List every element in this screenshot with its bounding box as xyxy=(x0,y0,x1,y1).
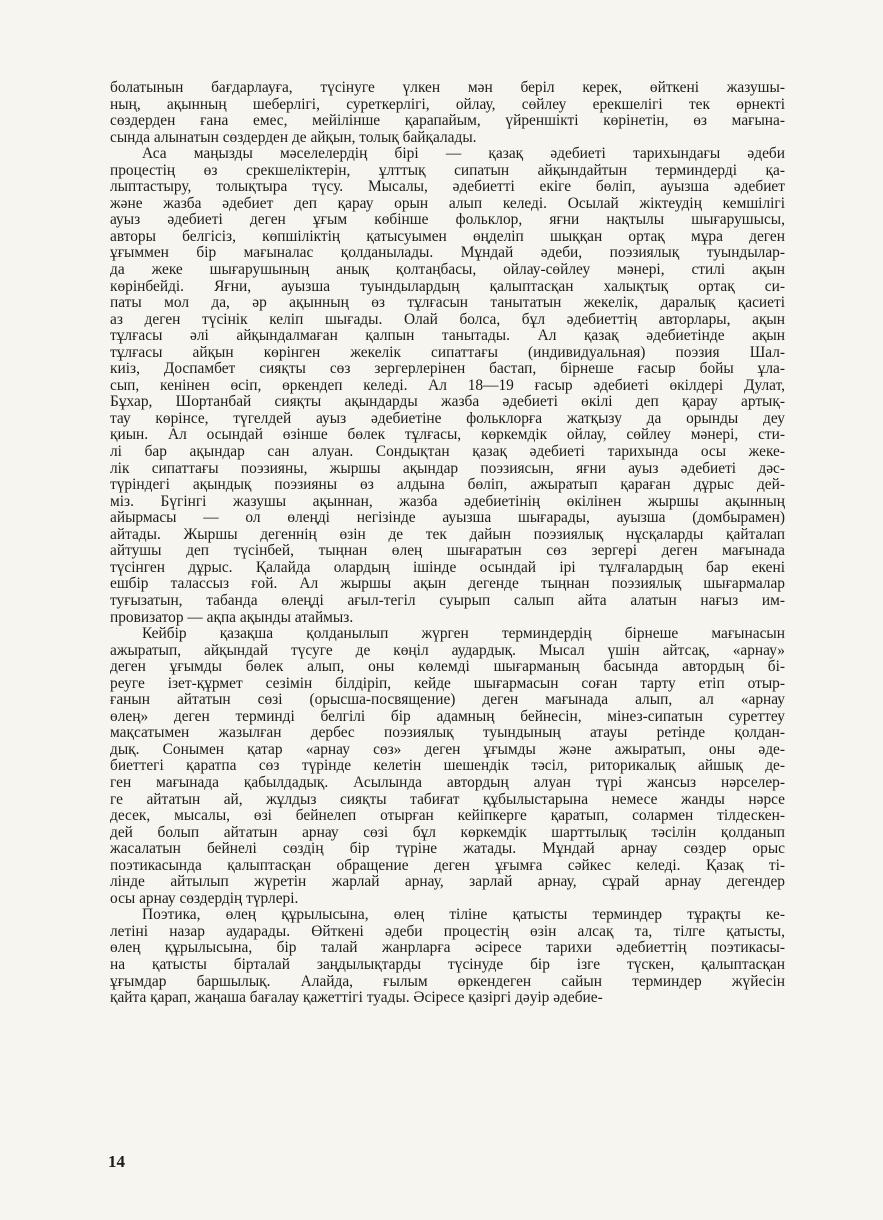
text-line: мақсатымен жазылған дербес поэзиялық туындының атауы ретінде қолдан- xyxy=(110,725,785,742)
text-line: тұлғасы айқын көрінген жекелік сипаттағы (индивидуальная) поэзия Шал- xyxy=(110,344,785,361)
text-line: сып, кенінен өсіп, өркендеп келеді. Ал 18—19 ғасыр әдебиеті өкілдері Дулат, xyxy=(110,377,785,394)
text-line: провизатор — ақпа ақынды атаймыз. xyxy=(110,609,354,626)
text-line: ның, ақынның шеберлігі, суреткерлігі, ойлау, сөйлеу ерекшелігі тек өрнекті xyxy=(110,96,785,113)
text-line: айырмасы — ол өлеңді негізінде ауызша шығарады, ауызша (домбырамен) xyxy=(110,510,785,527)
text-line: өлең» деген терминді белгілі бір адамның бейнесін, мінез-сипатын суреттеу xyxy=(110,708,785,725)
text-line: летіні назар аударады. Өйткені әдеби процестің өзін алсақ та, тілге қатысты, xyxy=(110,923,785,940)
text-line: деген ұғымды бөлек алып, оны көлемді шығарманың басында автордың бі- xyxy=(110,659,785,676)
text-line: лінде айтылып жүретін жарлай арнау, зарлай арнау, сұрай арнау дегендер xyxy=(110,874,785,891)
text-line: айтушы деп түсінбей, тыңнан өлең шығаратын сөз зергері деген мағынада xyxy=(110,543,785,560)
text-line: процестің өз срекшеліктерін, ұлттық сипатын айқындайтын терминдерді қа- xyxy=(110,162,785,179)
text-line: ұғыммен бір мағыналас қолданылады. Мұндай әдеби, поэзиялық туындылар- xyxy=(110,245,785,262)
paragraph xyxy=(110,907,785,1006)
text-line: түріндегі ақындық поэзияны өз алдына бөліп, ажыратып қараған дұрыс дей- xyxy=(110,477,785,494)
text-line: түсінген дұрыс. Қалайда олардың ішінде осындай ірі тұлғалардың бар екені xyxy=(110,559,785,576)
text-line: на қатысты бірталай заңдылықтарды түсінуде бір ізге түскен, қалыптасқан xyxy=(110,956,785,973)
text-line: да жеке шығарушының анық қолтаңбасы, ойлау-сөйлеу мәнері, стилі ақын xyxy=(110,262,785,279)
text-line: айтады. Жыршы дегеннің өзін де тек дайын поэзиялық нұсқаларды қайталап xyxy=(110,526,785,543)
text-line: реуге ізет-құрмет сезімін білдіріп, кейде шығармасын соған тарту етіп отыр- xyxy=(110,675,785,692)
text-line: дық. Сонымен қатар «арнау сөз» деген ұғымды және ажыратып, оны әде- xyxy=(110,741,785,758)
text-line: поэтикасында қалыптасқан обращение деген ұғымға сәйкес келеді. Қазақ ті- xyxy=(110,857,785,874)
text-line: өлең құрылысына, бір талай жанрларға әсіресе тарихи әдебиеттің поэтикасы- xyxy=(110,940,785,957)
text-line: паты мол да, әр ақынның өз тұлғасын танытатын жекелік, даралық қасиеті xyxy=(110,295,785,312)
text-line: тұлғасы әлі айқындалмаған қалпын танытады. Ал қазақ әдебиетінде ақын xyxy=(110,328,785,345)
text-line: сында алынатын сөздерден де айқын, толық байқалады. xyxy=(110,129,477,146)
text-line: ғанын айтатын сөзі (орысша-посвящение) деген мағынада алып, ал «арнау xyxy=(110,692,785,709)
text-line: лі бар ақындар сан алуан. Сондықтан қазақ әдебиеті тарихында осы жеке- xyxy=(110,444,785,461)
text-line: биеттегі қаратпа сөз түрінде келетін шешендік тәсіл, риторикалық айшық де- xyxy=(110,758,785,775)
text-line: болатынын бағдарлауға, түсінуге үлкен мән беріл керек, өйткені жазушы- xyxy=(110,80,785,96)
text-line: Аса маңызды мәселелердің бірі — қазақ әдебиеті тарихындағы әдеби xyxy=(142,146,785,163)
text-line: дей болып айтатын арнау сөзі бұл көркемдік шарттылық тәсілін қолданып xyxy=(110,824,785,841)
text-line: ауыз әдебиеті деген ұғым көбінше фольклор, яғни нақтылы шығарушысы, xyxy=(110,212,785,229)
text-line: туғызатын, табанда өлеңді ағыл-тегіл суырып салып айта алатын нағыз им- xyxy=(110,592,785,609)
text-line: киіз, Доспамбет сияқты сөз зергерлерінен бастап, бірнеше ғасыр бойы ұла- xyxy=(110,361,785,378)
text-line: қиын. Ал осындай өзінше бөлек тұлғасы, көркемдік ойлау, сөйлеу мәнері, сти- xyxy=(110,427,785,444)
text-line: лыптастыру, толықтыра түсу. Мысалы, әдебиетті екіге бөліп, ауызша әдебиет xyxy=(110,179,785,196)
text-line: тау көрінсе, түгелдей ауыз әдебиетіне фольклорға жатқызу да орынды деу xyxy=(110,410,785,427)
text-line: ешбір талассыз ғой. Ал жыршы ақын дегенде тыңнан поэзиялық шығармалар xyxy=(110,576,785,593)
text-line: Поэтика, өлең құрылысына, өлең тіліне қатысты терминдер тұрақты ке- xyxy=(142,907,785,924)
text-line: Кейбір қазақша қолданылып жүрген терминдердің бірнеше мағынасын xyxy=(142,626,785,643)
text-line: авторы белгісіз, көпшіліктің қатысуымен өңделіп шыққан ортақ мұра деген xyxy=(110,228,785,245)
text-line: ге айтатын ай, жұлдыз сияқты табиғат құбылыстарына немесе жанды нәрсе xyxy=(110,791,785,808)
text-line: ген мағынада қабылдадық. Асылында автордың алуан түрі жансыз нәрселер- xyxy=(110,774,785,791)
text-line: ажыратып, айқындай түсуге де көңіл аудардық. Мысал үшін айтсақ, «арнау» xyxy=(110,642,785,659)
text-line: Бұхар, Шортанбай сияқты ақындарды жазба әдебиеті өкілі деп қарау артық- xyxy=(110,394,785,411)
paragraph xyxy=(110,80,785,146)
text-line: міз. Бүгінгі жазушы ақыннан, жазба әдебиетінің өкілінен жыршы ақынның xyxy=(110,493,785,510)
text-line: сөздерден ғана емес, мейілінше қарапайым, үйреншікті көрінетін, өз мағына- xyxy=(110,113,785,130)
text-line: қайта қарап, жаңаша бағалау қажеттігі туады. Әсіресе қазіргі дәуір әдебие- xyxy=(110,990,603,1007)
text-line: лік сипаттағы поэзияны, жыршы ақындар поэзиясын, яғни ауыз әдебиеті дәс- xyxy=(110,460,785,477)
text-line: десек, мысалы, өзі бейнелеп отырған кейіпкерге қаратып, солармен тілдескен- xyxy=(110,808,785,825)
body-text xyxy=(110,80,785,1007)
paragraph xyxy=(110,146,785,626)
text-line: және жазба әдебиет деп қарау орын алып келеді. Осылай жіктеудің кемшілігі xyxy=(110,195,785,212)
text-line: жасалатын бейнелі сөздің бір түріне жатады. Мұндай арнау сөздер орыс xyxy=(110,841,785,858)
text-line: аз деген түсінік келіп шығады. Олай болса, бұл әдебиеттің авторлары, ақын xyxy=(110,311,785,328)
page-number: 14 xyxy=(108,1152,125,1171)
text-line: көрінбейді. Яғни, ауызша туындылардың қалыптасқан халықтық ортақ си- xyxy=(110,278,785,295)
text-line: осы арнау сөздердің түрлері. xyxy=(110,890,299,907)
text-line: ұғымдар баршылық. Алайда, ғылым өркендеген сайын терминдер жүйесін xyxy=(110,973,785,990)
paragraph xyxy=(110,626,785,907)
